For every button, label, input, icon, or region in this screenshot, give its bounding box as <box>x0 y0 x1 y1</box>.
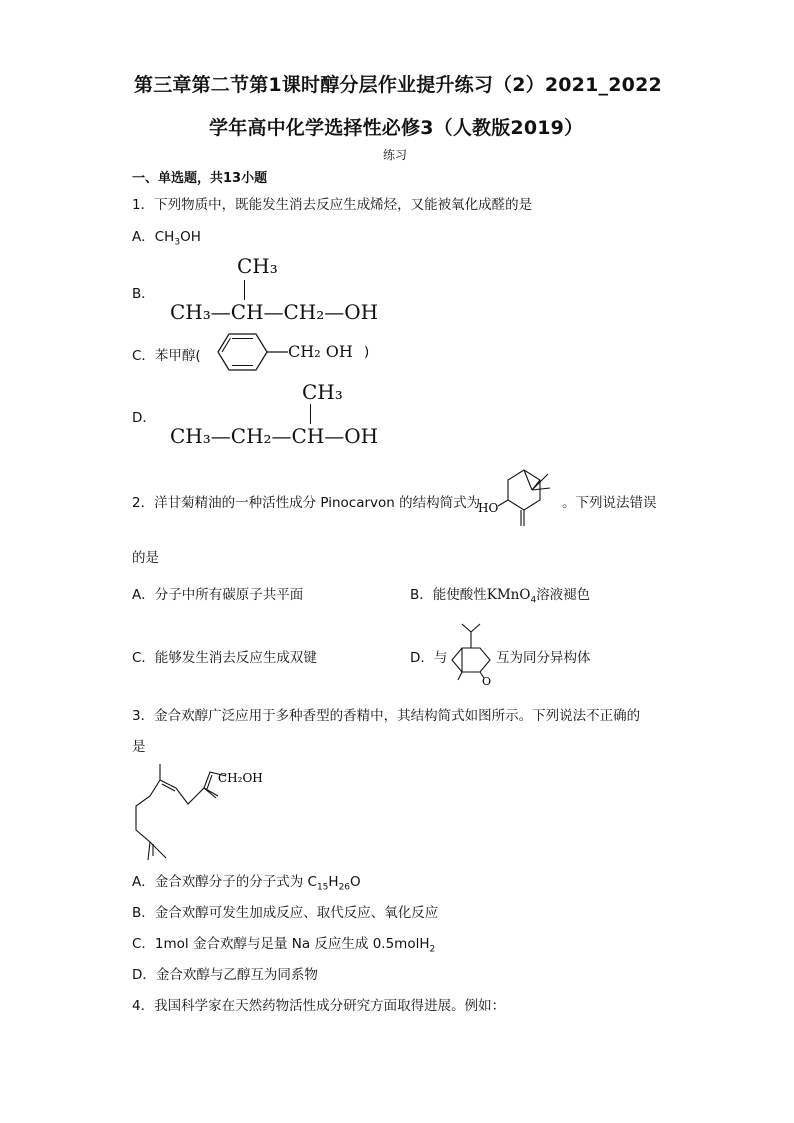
farnesol-structure-icon <box>126 758 286 864</box>
ch2oh-label: CH₂OH <box>218 771 263 785</box>
camphor-structure-icon <box>444 620 498 686</box>
o-label: O <box>482 675 492 686</box>
option-d-formula: CH₃—CH₂—CH—OH <box>170 424 379 448</box>
option-b-bond-vertical <box>244 280 245 300</box>
page-subtitle: 练习 <box>383 148 408 162</box>
benzene-ring-icon <box>202 330 302 374</box>
question-1-option-a: A．$CH_3OH$ <box>132 229 201 248</box>
question-3-option-a: A．金合欢醇分子的分子式为 $C_{15}H_{26}O$ <box>132 874 361 893</box>
ho-label: HO <box>478 501 499 515</box>
option-d-methyl: CH₃ <box>302 380 343 404</box>
question-4-stem: 4．我国科学家在天然药物活性成分研究方面取得进展。例如： <box>132 998 506 1014</box>
question-2-option-d-part2: 互为同分异构体 <box>496 650 591 666</box>
option-c-group: CH₂ OH <box>288 342 353 361</box>
question-3-option-d: D．金合欢醇与乙醇互为同系物 <box>132 967 318 983</box>
page-title-line1: 第三章第二节第1课时醇分层作业提升练习（2）2021_2022 <box>134 74 662 96</box>
pinocarvone-structure-icon <box>474 462 574 532</box>
question-2-stem-part3: 的是 <box>132 550 159 566</box>
question-3-stem-line2: 是 <box>132 739 146 755</box>
option-c-close-paren: ) <box>364 344 370 360</box>
question-2-option-d-part1: D．与 <box>410 650 448 666</box>
section-heading: 一、单选题，共13小题 <box>132 171 268 186</box>
question-1-option-b-label: B． <box>132 286 155 302</box>
question-1-stem: 1．下列物质中，既能发生消去反应生成烯烃，又能被氧化成醛的是 <box>132 197 533 213</box>
page-title-line2: 学年高中化学选择性必修3（人教版2019） <box>209 117 584 139</box>
question-2-option-c: C．能够发生消去反应生成双键 <box>132 650 317 666</box>
question-1-option-c-label: C．苯甲醇( <box>132 348 201 364</box>
question-2-stem-part2: 。下列说法错误 <box>562 495 657 511</box>
question-3-option-c: C．1mol 金合欢醇与足量 Na 反应生成 0.5molH$_2$ <box>132 936 436 955</box>
question-1-option-d-label: D． <box>132 410 156 426</box>
option-d-bond-vertical <box>310 404 311 424</box>
question-3-option-b: B．金合欢醇可发生加成反应、取代反应、氧化反应 <box>132 905 439 921</box>
option-b-formula: CH₃—CH—CH₂—OH <box>170 300 379 324</box>
question-2-stem-part1: 2．洋甘菊精油的一种活性成分 Pinocarvon 的结构简式为 <box>132 495 481 511</box>
option-b-methyl: CH₃ <box>237 254 278 278</box>
question-2-option-b: B．能使酸性KMnO$_4$溶液褪色 <box>410 587 591 606</box>
question-3-stem-line1: 3．金合欢醇广泛应用于多种香型的香精中，其结构简式如图所示。下列说法不正确的 <box>132 708 641 724</box>
question-2-option-a: A．分子中所有碳原子共平面 <box>132 587 304 603</box>
